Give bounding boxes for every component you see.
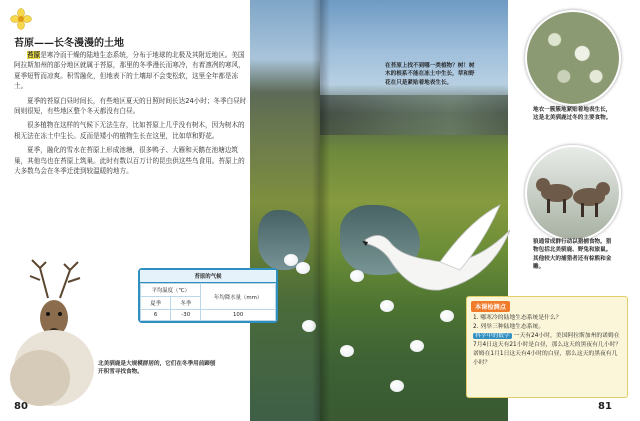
climate-table — [138, 268, 278, 323]
cell-winter-temp: -30 — [171, 310, 201, 321]
header-avg-temp: 平均温度（℃） — [141, 284, 201, 297]
flower-icon — [10, 8, 32, 30]
tundra-photo-left — [250, 0, 320, 421]
lichen-caption: 地衣一簇簇地紧贴着地表生长，这是北美驯鹿过冬的主要食物。 — [533, 107, 612, 122]
page-title: 苔原——长冬漫漫的土地 — [14, 38, 124, 49]
plants-caption: 在苔原上找不到哪一类植物？树！树木的根系不能在冻土中生长，草和野花在只是紧贴着地表生长。 — [385, 63, 475, 86]
page-number-right: 81 — [598, 401, 612, 412]
quiz-question-3: 科学中的数学 一天有24小时，美国阿拉斯加州的诺姆在7月4日这天有21小时是白昼，那么这天的黑夜有几小时？诺姆在1月1日这天有4小时的白昼，那么这天的黑夜有几小时？ — [473, 333, 622, 366]
cell-precipitation: 100 — [201, 310, 276, 321]
math-tag: 科学中的数学 — [475, 333, 510, 339]
header-summer: 夏季 — [141, 297, 171, 310]
paragraph-2: 夏季的苔原白昼时间长，有些地区夏天的日照时间长达24小时；冬季白昼时间则很短，有些地区整个冬天都没有白昼。 — [14, 96, 247, 116]
lichen-photo — [525, 10, 621, 106]
quiz-box — [466, 296, 628, 398]
page-number-left: 80 — [14, 401, 28, 412]
paragraph-3: 很多植物在这样的气候下无法生存，比如苔原上几乎没有树木，因为树木的根无法在冻土中生长。反而是矮小的植物生长在这里，比如草和野花。 — [14, 121, 245, 140]
right-page — [320, 0, 640, 421]
swan-illustration — [360, 200, 520, 310]
paragraph-1: 苔原是寒冷而干燥的陆地生态系统，分布于地球的北极及其附近地区。美国阿拉斯加州的部分地区就属于苔原，那里的冬季漫长而寒冷，有着凛冽的寒风，夏季短暂而凉爽。积雪融化，但地表下的土壤却不会变松软，这里全年都是冻土。 — [14, 51, 245, 91]
reindeer-caption: 北美驯鹿是大规模群居的，它们在冬季用前蹄刨开积雪寻找食物。 — [98, 361, 216, 376]
reindeer-illustration — [0, 258, 96, 408]
header-precipitation: 年均降水量（mm） — [201, 284, 276, 310]
wolves-caption: 狼通常成群行动以猎捕食物。猎物包括北美驯鹿、野兔和旅鼠。其他较大的捕猎者还有棕熊和金雕。 — [533, 239, 612, 271]
book-gutter — [312, 0, 330, 421]
cell-summer-temp: 6 — [141, 310, 171, 321]
quiz-title: 本课检测点 — [471, 301, 510, 312]
body-text — [14, 50, 248, 180]
quiz-questions — [473, 314, 623, 368]
paragraph-4: 夏季，融化的雪水在苔原上形成池塘，很多鸭子、大雁和天鹅在池塘边筑巢，其他鸟也在苔原上筑巢。此时有数以百万计的昆虫供这些鸟食用。苔原上的大多数鸟会在冬季迁徙到较温暖的地方。 — [14, 146, 245, 176]
table-caption: 苔原的气候 — [140, 270, 276, 283]
highlighted-term: 苔原 — [27, 51, 41, 59]
wolves-photo — [525, 145, 621, 241]
quiz-question-1: 1. 哪寒冷的陆地生态系统是什么？ — [473, 315, 562, 321]
quiz-question-2: 2. 列举三种陆地生态系统。 — [473, 324, 545, 330]
header-winter: 冬季 — [171, 297, 201, 310]
